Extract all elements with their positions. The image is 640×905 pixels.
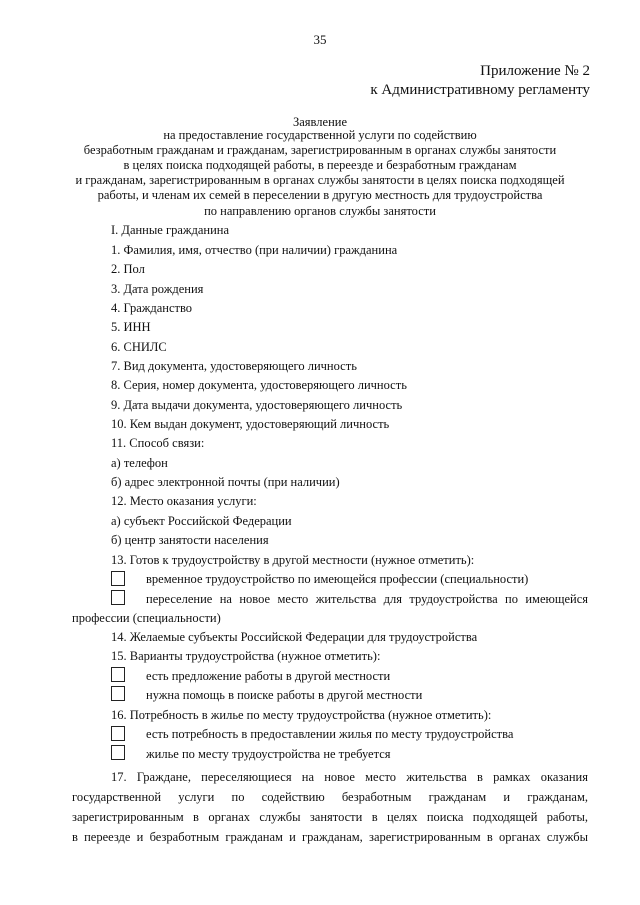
checkbox-job-offer[interactable] xyxy=(111,667,125,682)
field-id-issue-date: 9. Дата выдачи документа, удостоверяющего личность xyxy=(111,398,403,412)
checkbox-relocation[interactable] xyxy=(111,590,125,605)
field-email: б) адрес электронной почты (при наличии) xyxy=(111,475,340,489)
checkbox-housing-needed[interactable] xyxy=(111,726,125,741)
option-housing-not-needed: жилье по месту трудоустройства не требуется xyxy=(146,747,391,761)
question-16: 16. Потребность в жилье по месту трудоустройства (нужное отметить): xyxy=(111,708,492,722)
field-contact-method: 11. Способ связи: xyxy=(111,436,205,450)
question-15: 15. Варианты трудоустройства (нужное отметить): xyxy=(111,649,381,663)
field-service-place: 12. Место оказания услуги: xyxy=(111,494,257,508)
appendix-number: Приложение № 2 xyxy=(480,63,590,79)
appendix-reference: к Административному регламенту xyxy=(370,82,590,98)
field-birth-date: 3. Дата рождения xyxy=(111,282,204,296)
option-relocation-cont: профессии (специальности) xyxy=(72,611,221,625)
checkbox-housing-not-needed[interactable] xyxy=(111,745,125,760)
field-id-issued-by: 10. Кем выдан документ, удостоверяющий личность xyxy=(111,417,390,431)
paragraph-17-line: государственной услуги по содействию безработным гражданам и гражданам, xyxy=(72,790,588,804)
paragraph-17-line: в переезде и безработным гражданам и гражданам, зарегистрированным в органах службы xyxy=(72,830,588,844)
option-job-search-help: нужна помощь в поиске работы в другой местности xyxy=(146,688,423,702)
field-snils: 6. СНИЛС xyxy=(111,340,167,354)
question-13: 13. Готов к трудоустройству в другой местности (нужное отметить): xyxy=(111,553,475,567)
form-title-line: по направлению органов службы занятости xyxy=(204,204,436,218)
option-housing-needed: есть потребность в предоставлении жилья по месту трудоустройства xyxy=(146,727,514,741)
question-14: 14. Желаемые субъекты Российской Федерации для трудоустройства xyxy=(111,630,478,644)
page-number: 35 xyxy=(313,32,327,47)
field-id-document-number: 8. Серия, номер документа, удостоверяющего личность xyxy=(111,378,407,392)
form-title-line: на предоставление государственной услуги по содействию xyxy=(163,128,477,142)
field-phone: а) телефон xyxy=(111,456,168,470)
field-federal-subject: а) субъект Российской Федерации xyxy=(111,514,292,528)
option-relocation: переселение на новое место жительства для трудоустройства по имеющейся xyxy=(146,592,588,606)
field-full-name: 1. Фамилия, имя, отчество (при наличии) гражданина xyxy=(111,243,398,257)
form-title-line: безработным гражданам и гражданам, зарегистрированным в органах службы занятости xyxy=(83,143,557,157)
checkbox-job-search-help[interactable] xyxy=(111,686,125,701)
field-inn: 5. ИНН xyxy=(111,320,151,334)
option-temporary-employment: временное трудоустройство по имеющейся профессии (специальности) xyxy=(146,572,529,586)
checkbox-temporary-employment[interactable] xyxy=(111,571,125,586)
field-sex: 2. Пол xyxy=(111,262,145,276)
form-title-line: в целях поиска подходящей работы, в переезде и безработным гражданам xyxy=(123,158,517,172)
paragraph-17-line: зарегистрированным в органах службы занятости в целях поиска подходящей работы, xyxy=(72,810,588,824)
paragraph-17-line: 17. Граждане, переселяющиеся на новое место жительства в рамках оказания xyxy=(111,770,588,784)
option-job-offer: есть предложение работы в другой местности xyxy=(146,669,391,683)
form-title-line: и гражданам, зарегистрированным в органах службы занятости в целях поиска подходящей xyxy=(75,173,565,187)
field-employment-center: б) центр занятости населения xyxy=(111,533,269,547)
field-citizenship: 4. Гражданство xyxy=(111,301,193,315)
form-title: Заявление xyxy=(292,115,347,129)
form-title-line: работы, и членам их семей в переселении в другую местность для трудоустройства xyxy=(97,188,543,202)
field-id-document-type: 7. Вид документа, удостоверяющего личность xyxy=(111,359,357,373)
section-heading: I. Данные гражданина xyxy=(111,223,230,237)
